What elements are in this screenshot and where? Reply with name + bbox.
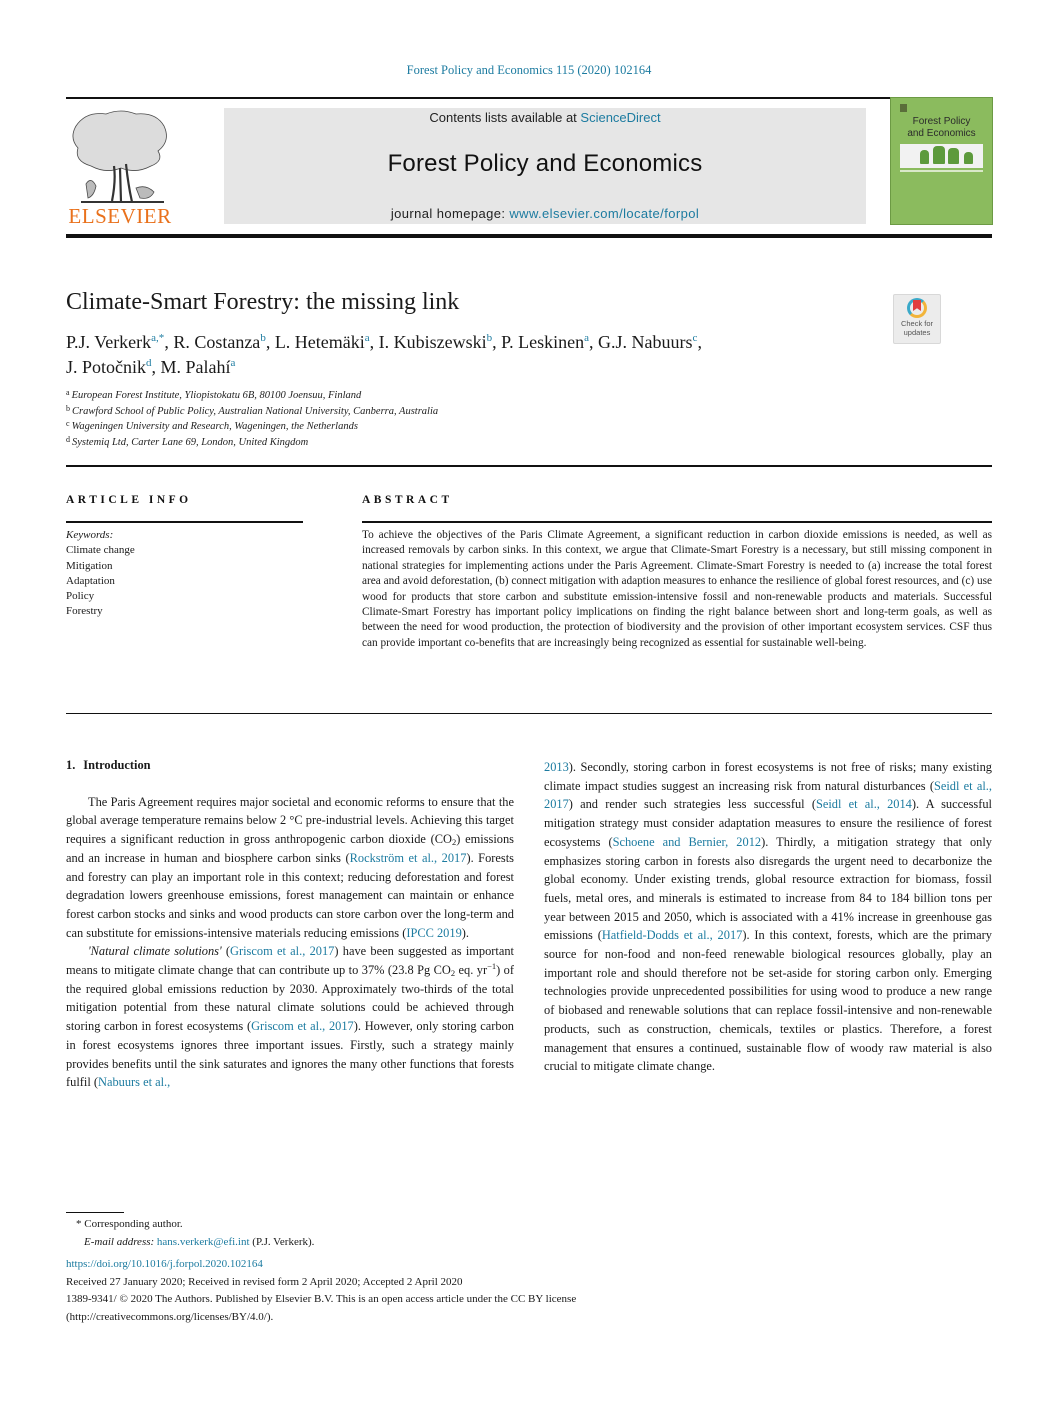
author-affiliation-marker[interactable]: a: [230, 357, 236, 369]
header-bottom-rule: [66, 234, 992, 238]
crossmark-label-line2: updates: [903, 327, 931, 337]
keyword: Adaptation: [66, 574, 115, 587]
crossmark-label: [894, 320, 940, 337]
running-head[interactable]: Forest Policy and Economics 115 (2020) 102164: [406, 63, 652, 77]
citation-link[interactable]: Griscom et al., 2017: [251, 1019, 354, 1034]
keyword: Forestry: [66, 605, 103, 618]
affiliation: $^d$ Systemiq Ltd, Carter Lane 69, London, United Kingdom: [66, 434, 309, 448]
cover-title-line2: and Economics: [907, 128, 976, 139]
author[interactable]: J. Potočnik$^d$: [66, 357, 152, 377]
author[interactable]: L. Hetemäki$^a$: [274, 332, 370, 352]
section-title: Introduction: [83, 758, 151, 772]
affiliation: $^a$ European Forest Institute, Yliopistokatu 6B, 80100 Joensuu, Finland: [66, 388, 362, 401]
sciencedirect-link[interactable]: ScienceDirect: [580, 110, 661, 125]
affiliation-rule: [66, 465, 992, 467]
abstract-bottom-rule: [66, 713, 992, 714]
abstract-rule: [362, 521, 992, 523]
elsevier-wordmark[interactable]: ELSEVIER: [68, 204, 172, 228]
contents-prefix: Contents lists available at: [429, 110, 581, 125]
affiliation: $^b$ Crawford School of Public Policy, Australian National University, Canberra, Australia: [66, 403, 439, 417]
journal-masthead: [224, 108, 866, 224]
section-number: 1.: [66, 758, 76, 772]
email-label: E-mail address:: [84, 1236, 155, 1248]
keyword: Policy: [66, 590, 95, 603]
cover-publisher-mark: [900, 104, 907, 112]
author-affiliation-marker[interactable]: a: [364, 332, 370, 344]
author[interactable]: M. Palahí$^a$: [160, 357, 236, 377]
author[interactable]: R. Costanza$^b$: [173, 332, 266, 352]
author[interactable]: P.J. Verkerk$^{a,*}$: [66, 332, 165, 352]
article-info-rule: [66, 521, 303, 523]
author-affiliation-marker[interactable]: a: [584, 332, 590, 344]
article-footer: [66, 1256, 576, 1326]
article-info-heading: ARTICLE INFO: [66, 494, 192, 506]
author-list: P.J. Verkerk$^{a,*}$, R. Costanza$^b$, L. Hetemäki$^a$, I. Kubiszewski$^b$, P. Leskinen$^a$, G.J. Nabuurs$^c$, J. Potočnik$^d$, M. Palahí$^a$: [66, 332, 702, 377]
author-affiliation-marker[interactable]: a,*: [151, 332, 165, 344]
body-column-right: [544, 758, 992, 1076]
author[interactable]: I. Kubiszewski$^b$: [378, 332, 493, 352]
author[interactable]: G.J. Nabuurs$^c$: [598, 332, 698, 352]
body-paragraph: 'Natural climate solutions' (Griscom et al., 2017) have been suggested as important means to mitigate climate change that can contribute up to 37% (23.8 Pg $CO_2$ eq. $yr^{-1}$) of the required global emissions reduction by 2030. Approximately two-thirds of the total mitigation potential from these natural climate solutions could be achieved through storing carbon in forest ecosystems (Griscom et al., 2017). However, only storing carbon in forest ecosystems ignores three important issues. Firstly, such a strategy mainly provides benefits until the sink saturates and ignores the many other functions that forests fulfil (Nabuurs et al.,: [66, 944, 515, 1090]
cover-title-line1: Forest Policy: [912, 116, 971, 127]
keyword: Mitigation: [66, 559, 113, 572]
check-for-updates-button[interactable]: [893, 294, 941, 344]
contents-line: [224, 110, 866, 125]
footnote-rule: [66, 1212, 124, 1213]
abstract-heading: ABSTRACT: [362, 494, 453, 506]
citation-link[interactable]: Nabuurs et al.,: [98, 1075, 171, 1090]
cover-tree: [964, 152, 973, 164]
author-affiliation-marker[interactable]: d: [146, 357, 152, 369]
affiliation: $^c$ Wageningen University and Research, Wageningen, the Netherlands: [66, 419, 358, 432]
citation-link[interactable]: Seidl et al., 2017: [544, 778, 993, 812]
author-affiliation-marker[interactable]: b: [260, 332, 266, 344]
journal-title: Forest Policy and Economics: [387, 150, 703, 177]
email-line: [76, 1233, 314, 1251]
citation-link[interactable]: 2013: [544, 760, 569, 774]
header-top-rule: [66, 97, 990, 99]
keywords-label: Keywords:: [66, 529, 114, 541]
author[interactable]: P. Leskinen$^a$: [501, 332, 590, 352]
email-link[interactable]: hans.verkerk@efi.int: [156, 1236, 250, 1248]
body-paragraph: The Paris Agreement requires major societal and economic reforms to ensure that the global average temperature remains below 2 °C pre-industrial levels. Achieving this target requires a significant reduction in gross anthropogenic carbon dioxide $(CO_2)$ emissions and an increase in human and biosphere carbon sinks (Rockström et al., 2017). Forests and forestry can play an important role in this context; reducing deforestation and forest degradation lowers greenhouse emissions, forest management can maintain or enhance forest carbon stocks and sinks and wood products can store carbon over the long-term and can substitute for emissions-intensive materials reducing emissions (IPCC 2019).: [66, 794, 514, 940]
crossmark-label-line1: Check for: [900, 319, 934, 328]
license-statement: 1389-9341/ © 2020 The Authors. Published by Elsevier B.V. This is an open access article under the CC BY license: [66, 1293, 577, 1306]
citation-link[interactable]: Griscom et al., 2017: [230, 944, 335, 959]
article-title: Climate-Smart Forestry: the missing link: [66, 289, 460, 315]
section-heading: [66, 756, 514, 775]
doi-link[interactable]: https://doi.org/10.1016/j.forpol.2020.102164: [66, 1258, 263, 1270]
homepage-line: [224, 206, 866, 221]
cover-tree: [920, 150, 929, 164]
author-affiliation-marker[interactable]: b: [486, 332, 493, 344]
article-history: Received 27 January 2020; Received in revised form 2 April 2020; Accepted 2 April 2020: [66, 1275, 463, 1288]
email-owner: (P.J. Verkerk).: [249, 1236, 315, 1248]
homepage-link[interactable]: www.elsevier.com/locate/forpol: [509, 206, 700, 221]
keyword: Climate change: [66, 544, 135, 557]
abstract-text: To achieve the objectives of the Paris Climate Agreement, a significant reduction in carbon dioxide emissions is needed, as well as increased removals by carbon sinks. In this context, we argue that Climate-Smart Forestry is a necessary, but still missing component in national strategies for implementing actions under the Paris Agreement. Climate-Smart Forestry is needed to (a) increase the total forest area and avoid deforestation, (b) connect mitigation with adaption measures to enhance the resilience of global forest resources, and (c) use wood for products that store carbon and substitute emission-intensive fossil and non-renewable products and materials. Successful Climate-Smart Forestry has important policy implications on finding the right balance between short and long-term goals, as well as between the need for wood production, the protection of biodiversity and the provision of other important ecosystem services. CSF thus can provide important co-benefits that are increasingly being recognized as essential for sustainable well-being.: [362, 529, 992, 649]
body-paragraph-continued: 2013). Secondly, storing carbon in forest ecosystems is not free of risks; many existing climate impact studies suggest an increasing risk from natural disturbances (Seidl et al., 2017) and render such strategies less successful (Seidl et al., 2014). A successful mitigation strategy must consider adaptation measures to ensure the resilience of forest ecosystems (Schoene and Bernier, 2012). Thirdly, a mitigation strategy that only emphasizes storing carbon in forests also disregards the urgent need to decarbonize the global economy. Under existing trends, global resource extraction for biomass, fossil fuels, metal ores, and minerals is estimated to increase from 84 to 184 billion tons per year between 2015 and 2050, which is associated with a 41% increase in greenhouse gas emissions (Hatfield-Dodds et al., 2017). In this context, forests, which are the primary source for non-food and non-feed renewable biological resources globally, play an important role and should therefore not be set-aside for storing carbon only. Emerging technologies provide unprecedented possibilities for using wood to produce a new range of biobased and renewable solutions that can replace fossil-intensive and non-renewable products, such as construction, chemicals, textiles or plastics. Therefore, a forest management that ensures a continued, sustainable flow of woody raw material is also crucial to mitigate climate change.: [544, 760, 993, 1074]
citation-link[interactable]: IPCC 2019: [406, 925, 462, 940]
journal-cover-thumbnail[interactable]: [890, 97, 993, 225]
cover-title: [891, 116, 992, 140]
affiliation-list: [66, 388, 438, 450]
citation-link[interactable]: Hatfield-Dodds et al., 2017: [601, 928, 743, 943]
cover-tree: [948, 148, 959, 164]
citation-link[interactable]: Schoene and Bernier, 2012: [612, 834, 762, 849]
cover-subtitle-strip: [900, 170, 983, 172]
cover-forest-image: [900, 144, 983, 168]
body-column-left: [66, 756, 514, 1092]
homepage-prefix: journal homepage:: [390, 206, 510, 221]
citation-link[interactable]: Seidl et al., 2014: [815, 797, 912, 812]
cover-tree: [933, 146, 945, 164]
keywords-block: [66, 528, 135, 620]
citation-link[interactable]: Rockström et al., 2017: [349, 850, 467, 865]
footnotes: [76, 1215, 314, 1251]
author-affiliation-marker[interactable]: c: [692, 332, 698, 344]
license-url[interactable]: (http://creativecommons.org/licenses/BY/4.0/).: [66, 1310, 274, 1323]
corresponding-author-note: * Corresponding author.: [76, 1218, 183, 1230]
